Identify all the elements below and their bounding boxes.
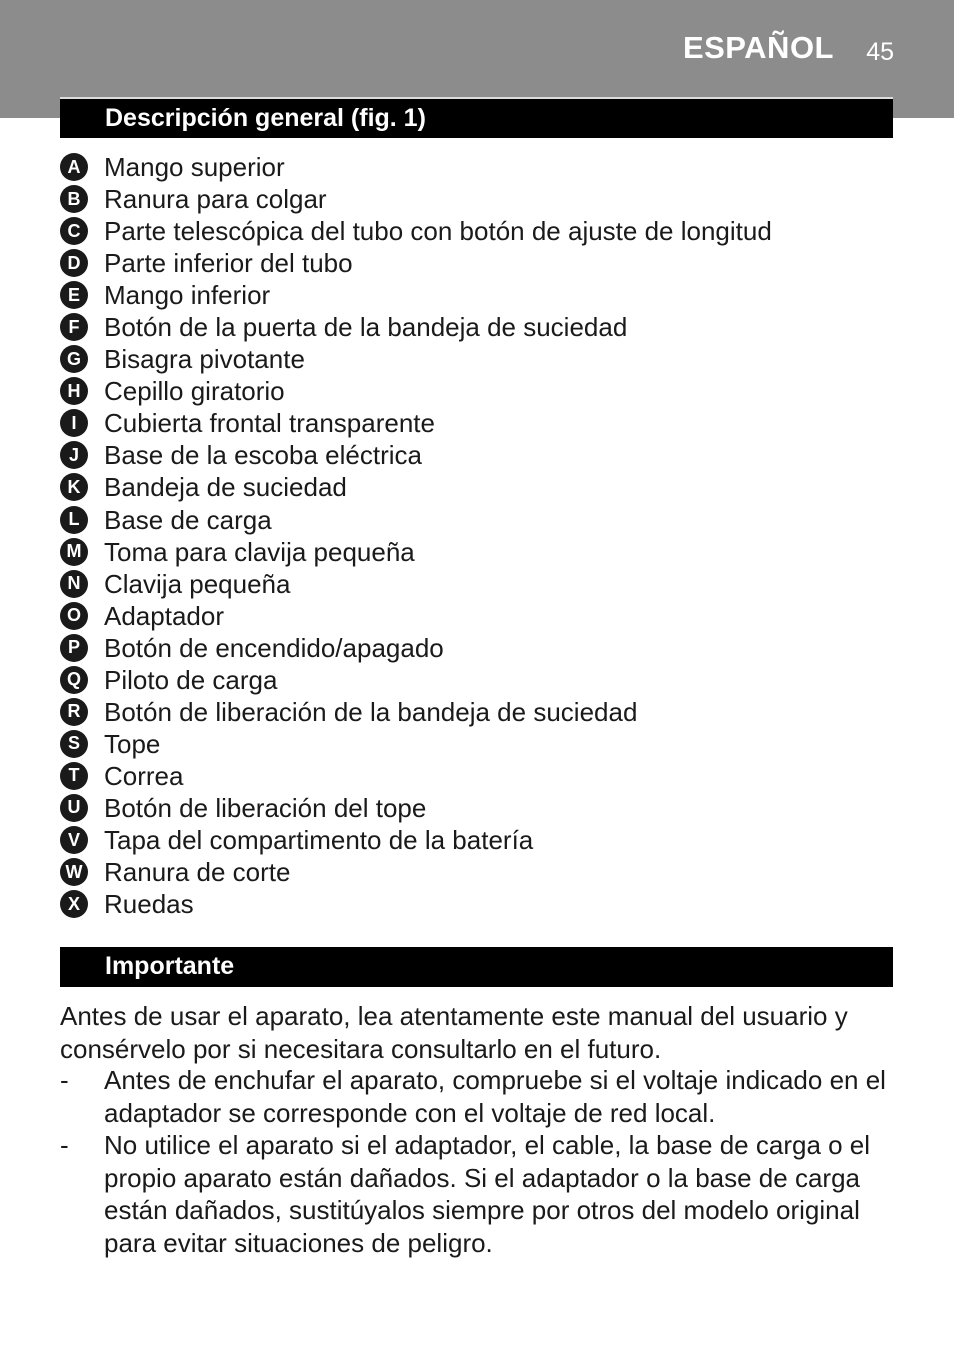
letter-badge: O xyxy=(60,602,88,630)
parts-list xyxy=(60,151,772,920)
part-label: Cepillo giratorio xyxy=(104,376,285,407)
letter-badge: M xyxy=(60,538,88,566)
part-label: Parte telescópica del tubo con botón de ajuste de longitud xyxy=(104,216,772,247)
part-label: Cubierta frontal transparente xyxy=(104,408,435,439)
list-item xyxy=(60,151,772,183)
part-label: Tapa del compartimento de la batería xyxy=(104,825,534,855)
list-item xyxy=(60,1129,890,1259)
letter-badge: Q xyxy=(60,666,88,694)
part-label: Botón de liberación de la bandeja de suciedad xyxy=(104,696,638,727)
language-label: ESPAÑOL xyxy=(682,30,834,65)
part-label: Ranura de corte xyxy=(104,857,291,888)
letter-badge: F xyxy=(60,313,88,341)
letter-badge: V xyxy=(60,826,88,854)
letter-badge: K xyxy=(60,473,88,501)
letter-badge: P xyxy=(60,634,88,662)
list-item xyxy=(60,696,772,728)
part-label: Piloto de carga xyxy=(104,664,278,695)
part-label: Correa xyxy=(104,760,184,791)
part-label: Mango superior xyxy=(104,152,285,183)
letter-badge: R xyxy=(60,698,88,726)
list-item xyxy=(60,760,772,792)
page-number: 45 xyxy=(866,38,894,66)
letter-badge: B xyxy=(60,185,88,213)
letter-badge: N xyxy=(60,570,88,598)
list-item xyxy=(60,471,772,503)
letter-badge: S xyxy=(60,730,88,758)
part-label: Adaptador xyxy=(104,600,224,631)
part-label: Clavija pequeña xyxy=(104,568,291,599)
letter-badge: D xyxy=(60,249,88,277)
letter-badge: I xyxy=(60,409,88,437)
bullet-text: No utilice el aparato si el adaptador, el cable, la base de carga o el propio aparato están dañados. Si el adaptador o la base de carga están dañados, sustitúyalos siempre por otros del modelo original para evitar situaciones de peligro. xyxy=(104,1130,871,1258)
letter-badge: A xyxy=(60,153,88,181)
list-item xyxy=(60,343,772,375)
part-label: Tope xyxy=(104,728,161,759)
list-item xyxy=(60,824,772,856)
intro-paragraph: Antes de usar el aparato, lea atentamente este manual del usuario y consérvelo por si necesitara consultarlo en el futuro. xyxy=(60,1001,848,1064)
list-item xyxy=(60,664,772,696)
list-item xyxy=(60,311,772,343)
letter-badge: G xyxy=(60,345,88,373)
letter-badge: T xyxy=(60,762,88,790)
section-title: Descripción general (fig. 1) xyxy=(105,104,426,132)
letter-badge: X xyxy=(60,890,88,918)
list-item xyxy=(60,279,772,311)
list-item xyxy=(60,183,772,215)
letter-badge: U xyxy=(60,794,88,822)
section-title: Importante xyxy=(105,952,235,980)
list-item xyxy=(60,792,772,824)
part-label: Base de la escoba eléctrica xyxy=(104,440,422,471)
list-item xyxy=(60,375,772,407)
part-label: Mango inferior xyxy=(104,280,271,311)
part-label: Ranura para colgar xyxy=(104,184,327,215)
list-item xyxy=(60,407,772,439)
bullet-dash: - xyxy=(60,1130,69,1160)
list-item xyxy=(60,247,772,279)
list-item xyxy=(60,888,772,920)
list-item xyxy=(60,600,772,632)
part-label: Toma para clavija pequeña xyxy=(104,536,415,567)
section-header-important xyxy=(60,947,893,987)
part-label: Botón de encendido/apagado xyxy=(104,632,444,663)
list-item xyxy=(60,632,772,664)
list-item xyxy=(60,439,772,471)
part-label: Base de carga xyxy=(104,504,272,535)
bullet-dash: - xyxy=(60,1065,69,1095)
letter-badge: W xyxy=(60,858,88,886)
bullet-text: Antes de enchufar el aparato, compruebe si el voltaje indicado en el adaptador se corresponde con el voltaje de red local. xyxy=(104,1065,886,1128)
list-item xyxy=(60,504,772,536)
letter-badge: H xyxy=(60,377,88,405)
list-item xyxy=(60,856,772,888)
part-label: Botón de la puerta de la bandeja de suciedad xyxy=(104,312,628,343)
letter-badge: C xyxy=(60,217,88,245)
list-item xyxy=(60,728,772,760)
section-header-overview xyxy=(60,97,893,138)
part-label: Ruedas xyxy=(104,889,194,920)
part-label: Bisagra pivotante xyxy=(104,344,305,375)
letter-badge: J xyxy=(60,441,88,469)
list-item xyxy=(60,1064,890,1129)
part-label: Botón de liberación del tope xyxy=(104,792,427,823)
list-item xyxy=(60,568,772,600)
warning-list xyxy=(60,1064,890,1259)
list-item xyxy=(60,215,772,247)
letter-badge: L xyxy=(60,506,88,534)
part-label: Parte inferior del tubo xyxy=(104,248,353,279)
part-label: Bandeja de suciedad xyxy=(104,472,347,503)
letter-badge: E xyxy=(60,281,88,309)
list-item xyxy=(60,536,772,568)
